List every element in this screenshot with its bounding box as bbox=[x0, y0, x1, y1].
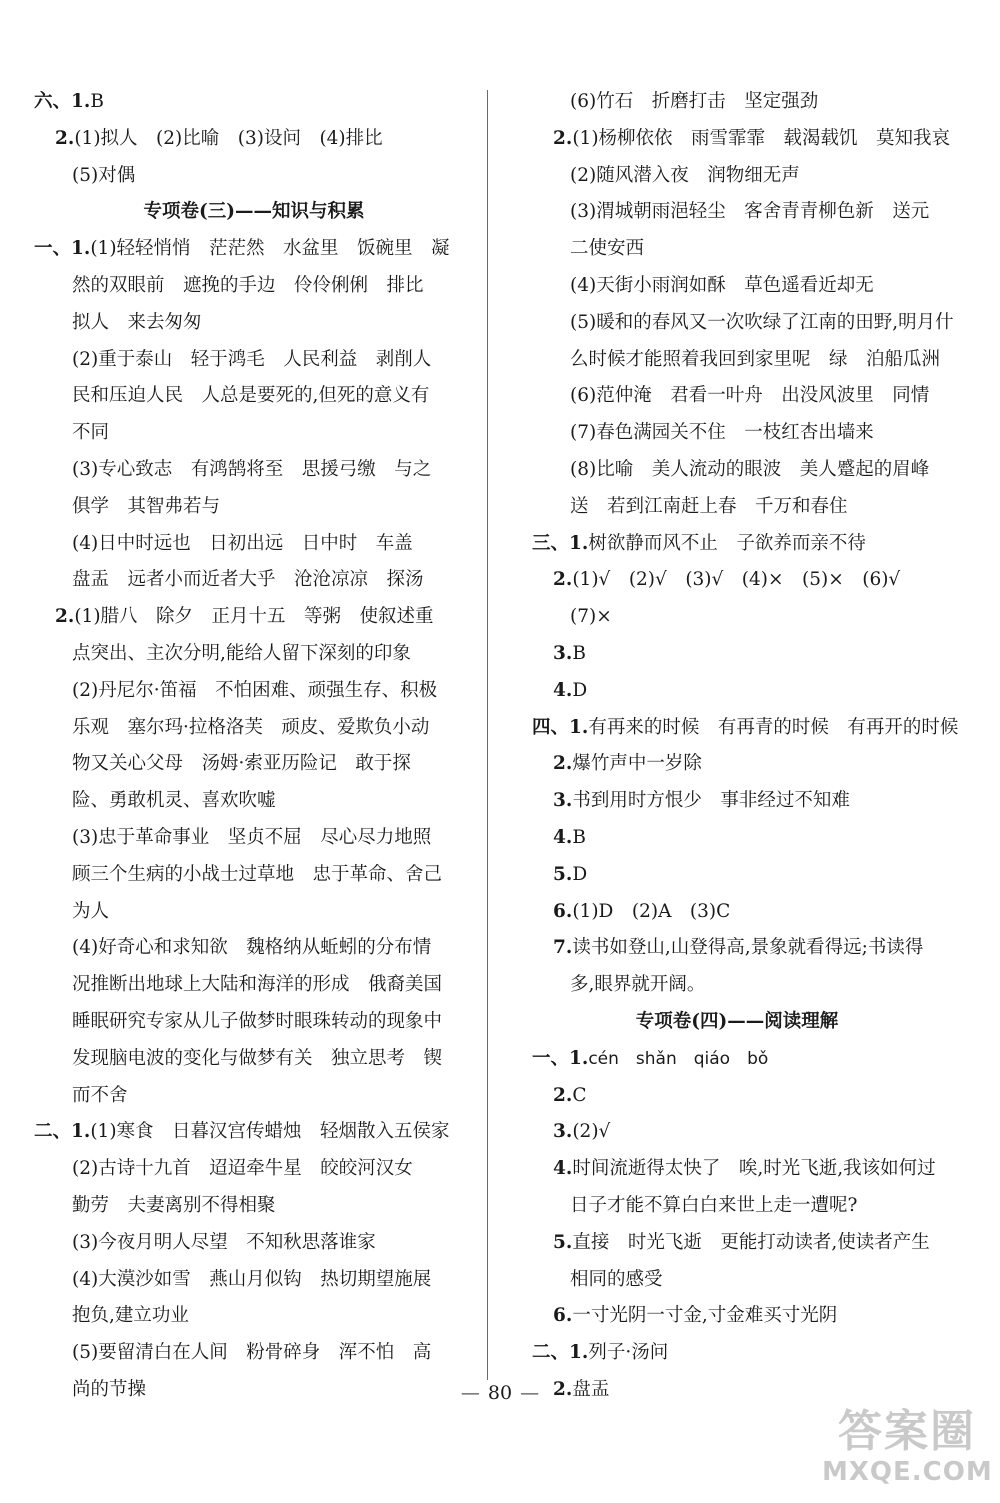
watermark-line1: 答案圈 bbox=[838, 1406, 976, 1457]
answer-line bbox=[532, 452, 942, 489]
answer-line bbox=[532, 1298, 942, 1335]
answer-text: (1)杨柳依依 雨雪霏霏 载渴载饥 莫知我哀 bbox=[572, 127, 951, 149]
answer-line bbox=[532, 342, 942, 379]
answer-text: 况推断出地球上大陆和海洋的形成 俄裔美国 bbox=[72, 974, 443, 996]
page-number: 80 bbox=[487, 1382, 513, 1404]
section-heading bbox=[34, 194, 474, 231]
answer-line bbox=[34, 1188, 474, 1225]
question-number: 六、1. bbox=[34, 91, 91, 112]
page-footer: — 80 — bbox=[460, 1382, 540, 1404]
answer-line bbox=[34, 636, 474, 673]
answer-text: 顾三个生病的小战士过草地 忠于革命、舍己 bbox=[72, 863, 443, 885]
answer-text: 送 若到江南赶上春 千万和春住 bbox=[570, 495, 848, 517]
answer-line bbox=[532, 783, 942, 820]
answer-text: 发现脑电波的变化与做梦有关 独立思考 锲 bbox=[72, 1047, 443, 1069]
answer-text: (5)暖和的春风又一次吹绿了江南的田野,明月什 bbox=[570, 311, 954, 333]
question-number: 5. bbox=[553, 863, 573, 885]
answer-line bbox=[34, 1298, 474, 1335]
question-number: 一、1. bbox=[532, 1047, 589, 1069]
question-number: 2. bbox=[553, 753, 573, 775]
answer-line bbox=[532, 857, 942, 894]
question-number: 二、1. bbox=[532, 1342, 589, 1364]
answer-text: 勤劳 夫妻离别不得相聚 bbox=[72, 1194, 276, 1216]
answer-text: (4)好奇心和求知欲 魏格纳从蚯蚓的分布情 bbox=[72, 937, 432, 959]
answer-line bbox=[34, 1262, 474, 1299]
answer-line bbox=[532, 820, 942, 857]
answer-line bbox=[532, 562, 942, 599]
answer-text: (2)古诗十九首 迢迢牵牛星 皎皎河汉女 bbox=[72, 1158, 413, 1180]
answer-text: (3)今夜月明人尽望 不知秋思落谁家 bbox=[72, 1231, 376, 1253]
answer-text: (8)比喻 美人流动的眼波 美人蹙起的眉峰 bbox=[570, 458, 930, 480]
watermark-logo bbox=[822, 1407, 992, 1493]
answer-line bbox=[532, 305, 954, 342]
answer-line bbox=[34, 121, 474, 158]
answer-text: 读书如登山,山登得高,景象就看得远;书读得 bbox=[572, 937, 924, 959]
question-number: 2. bbox=[553, 127, 573, 149]
answer-text: B bbox=[572, 826, 586, 848]
answer-text: C bbox=[572, 1084, 587, 1106]
answer-text: (2)随风潜入夜 润物细无声 bbox=[570, 164, 800, 186]
answer-text: (2)√ bbox=[572, 1121, 611, 1143]
answer-text: 盘盂 远者小而近者大乎 沧沧凉凉 探汤 bbox=[72, 569, 424, 591]
answer-line bbox=[532, 636, 942, 673]
answer-line bbox=[532, 1188, 942, 1225]
answer-text: 专项卷(三)——知识与积累 bbox=[143, 201, 365, 223]
answer-text: 专项卷(四)——阅读理解 bbox=[635, 1010, 839, 1032]
answer-text: 一寸光阴一寸金,寸金难买寸光阴 bbox=[572, 1305, 838, 1327]
answer-text: (4)大漠沙如雪 燕山月似钩 热切期望施展 bbox=[72, 1268, 432, 1290]
answer-text: 点突出、主次分明,能给人留下深刻的印象 bbox=[72, 642, 411, 664]
answer-line bbox=[532, 1114, 942, 1151]
answer-line bbox=[34, 342, 474, 379]
question-number: 3. bbox=[553, 642, 573, 664]
answer-text: (3)忠于革命事业 坚贞不屈 尽心尽力地照 bbox=[72, 826, 432, 848]
answer-text: (3)渭城朝雨浥轻尘 客舍青青柳色新 送元 bbox=[570, 201, 930, 223]
answer-line bbox=[34, 268, 474, 305]
answer-text: 物又关心父母 汤姆·索亚历险记 敢于探 bbox=[72, 753, 411, 775]
answer-line bbox=[532, 489, 942, 526]
question-number: 2. bbox=[553, 1084, 573, 1106]
answer-text: (4)日中时远也 日初出远 日中时 车盖 bbox=[72, 532, 413, 554]
answer-line bbox=[34, 673, 474, 710]
answer-line bbox=[34, 489, 474, 526]
answer-line bbox=[532, 268, 942, 305]
answer-line bbox=[532, 894, 942, 931]
question-number: 6. bbox=[553, 900, 573, 922]
answer-line bbox=[34, 967, 474, 1004]
answer-line bbox=[34, 710, 474, 747]
question-number: 3. bbox=[553, 790, 573, 812]
answer-line bbox=[34, 1335, 474, 1372]
answer-text: (6)竹石 折磨打击 坚定强劲 bbox=[570, 91, 819, 112]
answer-text: (1)拟人 (2)比喻 (3)设问 (4)排比 bbox=[74, 127, 383, 149]
answer-line bbox=[34, 746, 474, 783]
answer-line bbox=[34, 158, 474, 195]
answer-line bbox=[532, 710, 959, 747]
answer-line bbox=[532, 967, 942, 1004]
answer-text: 乐观 塞尔玛·拉格洛芙 顽皮、爱欺负小动 bbox=[72, 716, 430, 738]
answer-text: 二使安西 bbox=[570, 238, 645, 260]
answer-text: 相同的感受 bbox=[570, 1268, 663, 1290]
answer-text: 睡眠研究专家从儿子做梦时眼珠转动的现象中 bbox=[72, 1010, 443, 1032]
answer-text: 俱学 其智弗若与 bbox=[72, 495, 221, 517]
answer-text: 日子才能不算白白来世上走一遭呢? bbox=[570, 1194, 858, 1216]
answer-line bbox=[532, 1335, 942, 1372]
answer-text: (1)寒食 日暮汉宫传蜡烛 轻烟散入五侯家 bbox=[90, 1121, 450, 1143]
answer-text: 尚的节操 bbox=[72, 1378, 147, 1400]
answer-line bbox=[34, 415, 474, 452]
answer-text: (7)× bbox=[570, 606, 612, 628]
question-number: 四、1. bbox=[532, 716, 589, 738]
answer-text: 树欲静而风不止 子欲养而亲不待 bbox=[588, 532, 866, 554]
answer-line bbox=[532, 599, 942, 636]
answer-line bbox=[34, 1225, 474, 1262]
left-column bbox=[34, 84, 474, 1409]
answer-text: (1)D (2)A (3)C bbox=[572, 900, 731, 922]
answer-text: cén shǎn qiáo bǒ bbox=[588, 1048, 769, 1069]
answer-line bbox=[34, 526, 474, 563]
answer-text: 然的双眼前 遮挽的手边 伶伶俐俐 排比 bbox=[72, 274, 424, 296]
answer-line bbox=[532, 1078, 942, 1115]
answer-line bbox=[532, 673, 942, 710]
answer-text: D bbox=[572, 679, 588, 701]
answer-line bbox=[34, 930, 474, 967]
answer-line bbox=[532, 121, 951, 158]
answer-line bbox=[34, 1151, 474, 1188]
answer-text: 么时候才能照着我回到家里呢 绿 泊船瓜洲 bbox=[570, 348, 941, 370]
answer-text: (1)√ (2)√ (3)√ (4)× (5)× (6)√ bbox=[572, 569, 901, 591]
answer-text: (6)范仲淹 君看一叶舟 出没风波里 同情 bbox=[570, 385, 930, 407]
answer-line bbox=[34, 820, 474, 857]
question-number: 4. bbox=[553, 1158, 573, 1180]
question-number: 6. bbox=[553, 1305, 573, 1327]
answer-line bbox=[34, 857, 474, 894]
answer-line bbox=[532, 930, 942, 967]
answer-text: D bbox=[572, 863, 588, 885]
answer-line bbox=[34, 452, 474, 489]
answer-text: 盘盂 bbox=[572, 1378, 610, 1400]
answer-text: 为人 bbox=[72, 900, 110, 922]
question-number: 4. bbox=[553, 679, 573, 701]
section-heading bbox=[532, 1004, 942, 1041]
question-number: 3. bbox=[553, 1121, 573, 1143]
answer-text: (2)丹尼尔·笛福 不怕困难、顽强生存、积极 bbox=[72, 679, 438, 701]
answer-text: 时间流逝得太快了 唉,时光飞逝,我该如何过 bbox=[572, 1158, 936, 1180]
answer-line bbox=[34, 1078, 474, 1115]
answer-line bbox=[34, 894, 474, 931]
answer-line bbox=[34, 562, 474, 599]
answer-text: (5)要留清白在人间 粉骨碎身 浑不怕 高 bbox=[72, 1342, 432, 1364]
question-number: 一、1. bbox=[34, 238, 91, 260]
answer-line bbox=[34, 305, 474, 342]
answer-text: 列子·汤问 bbox=[588, 1342, 669, 1364]
answer-line bbox=[34, 1004, 474, 1041]
answer-text: 有再来的时候 有再青的时候 有再开的时候 bbox=[588, 716, 959, 738]
answer-line bbox=[34, 378, 474, 415]
question-number: 7. bbox=[553, 937, 573, 959]
answer-line bbox=[532, 84, 942, 121]
answer-text: 多,眼界就开阔。 bbox=[570, 974, 706, 996]
answer-line bbox=[532, 158, 942, 195]
answer-text: (2)重于泰山 轻于鸿毛 人民利益 剥削人 bbox=[72, 348, 432, 370]
answer-text: B bbox=[90, 91, 104, 112]
answer-line bbox=[34, 599, 474, 636]
answer-line bbox=[532, 746, 942, 783]
answer-line bbox=[532, 1225, 942, 1262]
question-number: 2. bbox=[553, 569, 573, 591]
answer-text: 抱负,建立功业 bbox=[72, 1305, 189, 1327]
answer-line bbox=[34, 783, 474, 820]
answer-line bbox=[532, 415, 942, 452]
answer-text: (5)对偶 bbox=[72, 164, 136, 186]
answer-line bbox=[34, 231, 474, 268]
question-number: 2. bbox=[553, 1378, 573, 1400]
answer-line bbox=[532, 194, 942, 231]
answer-text: B bbox=[572, 642, 586, 664]
answer-line bbox=[532, 1041, 942, 1078]
question-number: 二、1. bbox=[34, 1121, 91, 1143]
answer-text: 民和压迫人民 人总是要死的,但死的意义有 bbox=[72, 385, 430, 407]
question-number: 4. bbox=[553, 826, 573, 848]
answer-text: (1)轻轻悄悄 茫茫然 水盆里 饭碗里 凝 bbox=[90, 238, 450, 260]
column-divider bbox=[487, 90, 488, 1380]
answer-line bbox=[532, 1262, 942, 1299]
answer-line bbox=[532, 1151, 942, 1188]
answer-text: (1)腊八 除夕 正月十五 等粥 使叙述重 bbox=[74, 606, 434, 628]
watermark-line2: MXQE.COM bbox=[822, 1457, 993, 1487]
answer-text: 拟人 来去匆匆 bbox=[72, 311, 202, 333]
question-number: 5. bbox=[553, 1231, 573, 1253]
answer-line bbox=[34, 1114, 474, 1151]
answer-line bbox=[34, 1041, 474, 1078]
answer-line bbox=[532, 231, 942, 268]
answer-line bbox=[34, 84, 474, 121]
answer-text: 不同 bbox=[72, 422, 110, 444]
answer-text: (4)天街小雨润如酥 草色遥看近却无 bbox=[570, 274, 874, 296]
question-number: 2. bbox=[55, 127, 75, 149]
question-number: 2. bbox=[55, 606, 75, 628]
answer-line bbox=[532, 526, 942, 563]
question-number: 三、1. bbox=[532, 532, 589, 554]
answer-line bbox=[532, 378, 942, 415]
answer-text: (7)春色满园关不住 一枝红杏出墙来 bbox=[570, 422, 874, 444]
answer-text: (3)专心致志 有鸿鹄将至 思援弓缴 与之 bbox=[72, 458, 432, 480]
answer-text: 爆竹声中一岁除 bbox=[572, 753, 702, 775]
answer-text: 险、勇敢机灵、喜欢吹嘘 bbox=[72, 790, 276, 812]
answer-text: 而不舍 bbox=[72, 1084, 128, 1106]
answer-text: 直接 时光飞逝 更能打动读者,使读者产生 bbox=[572, 1231, 930, 1253]
answer-text: 书到用时方恨少 事非经过不知难 bbox=[572, 790, 850, 812]
right-column bbox=[532, 84, 959, 1409]
